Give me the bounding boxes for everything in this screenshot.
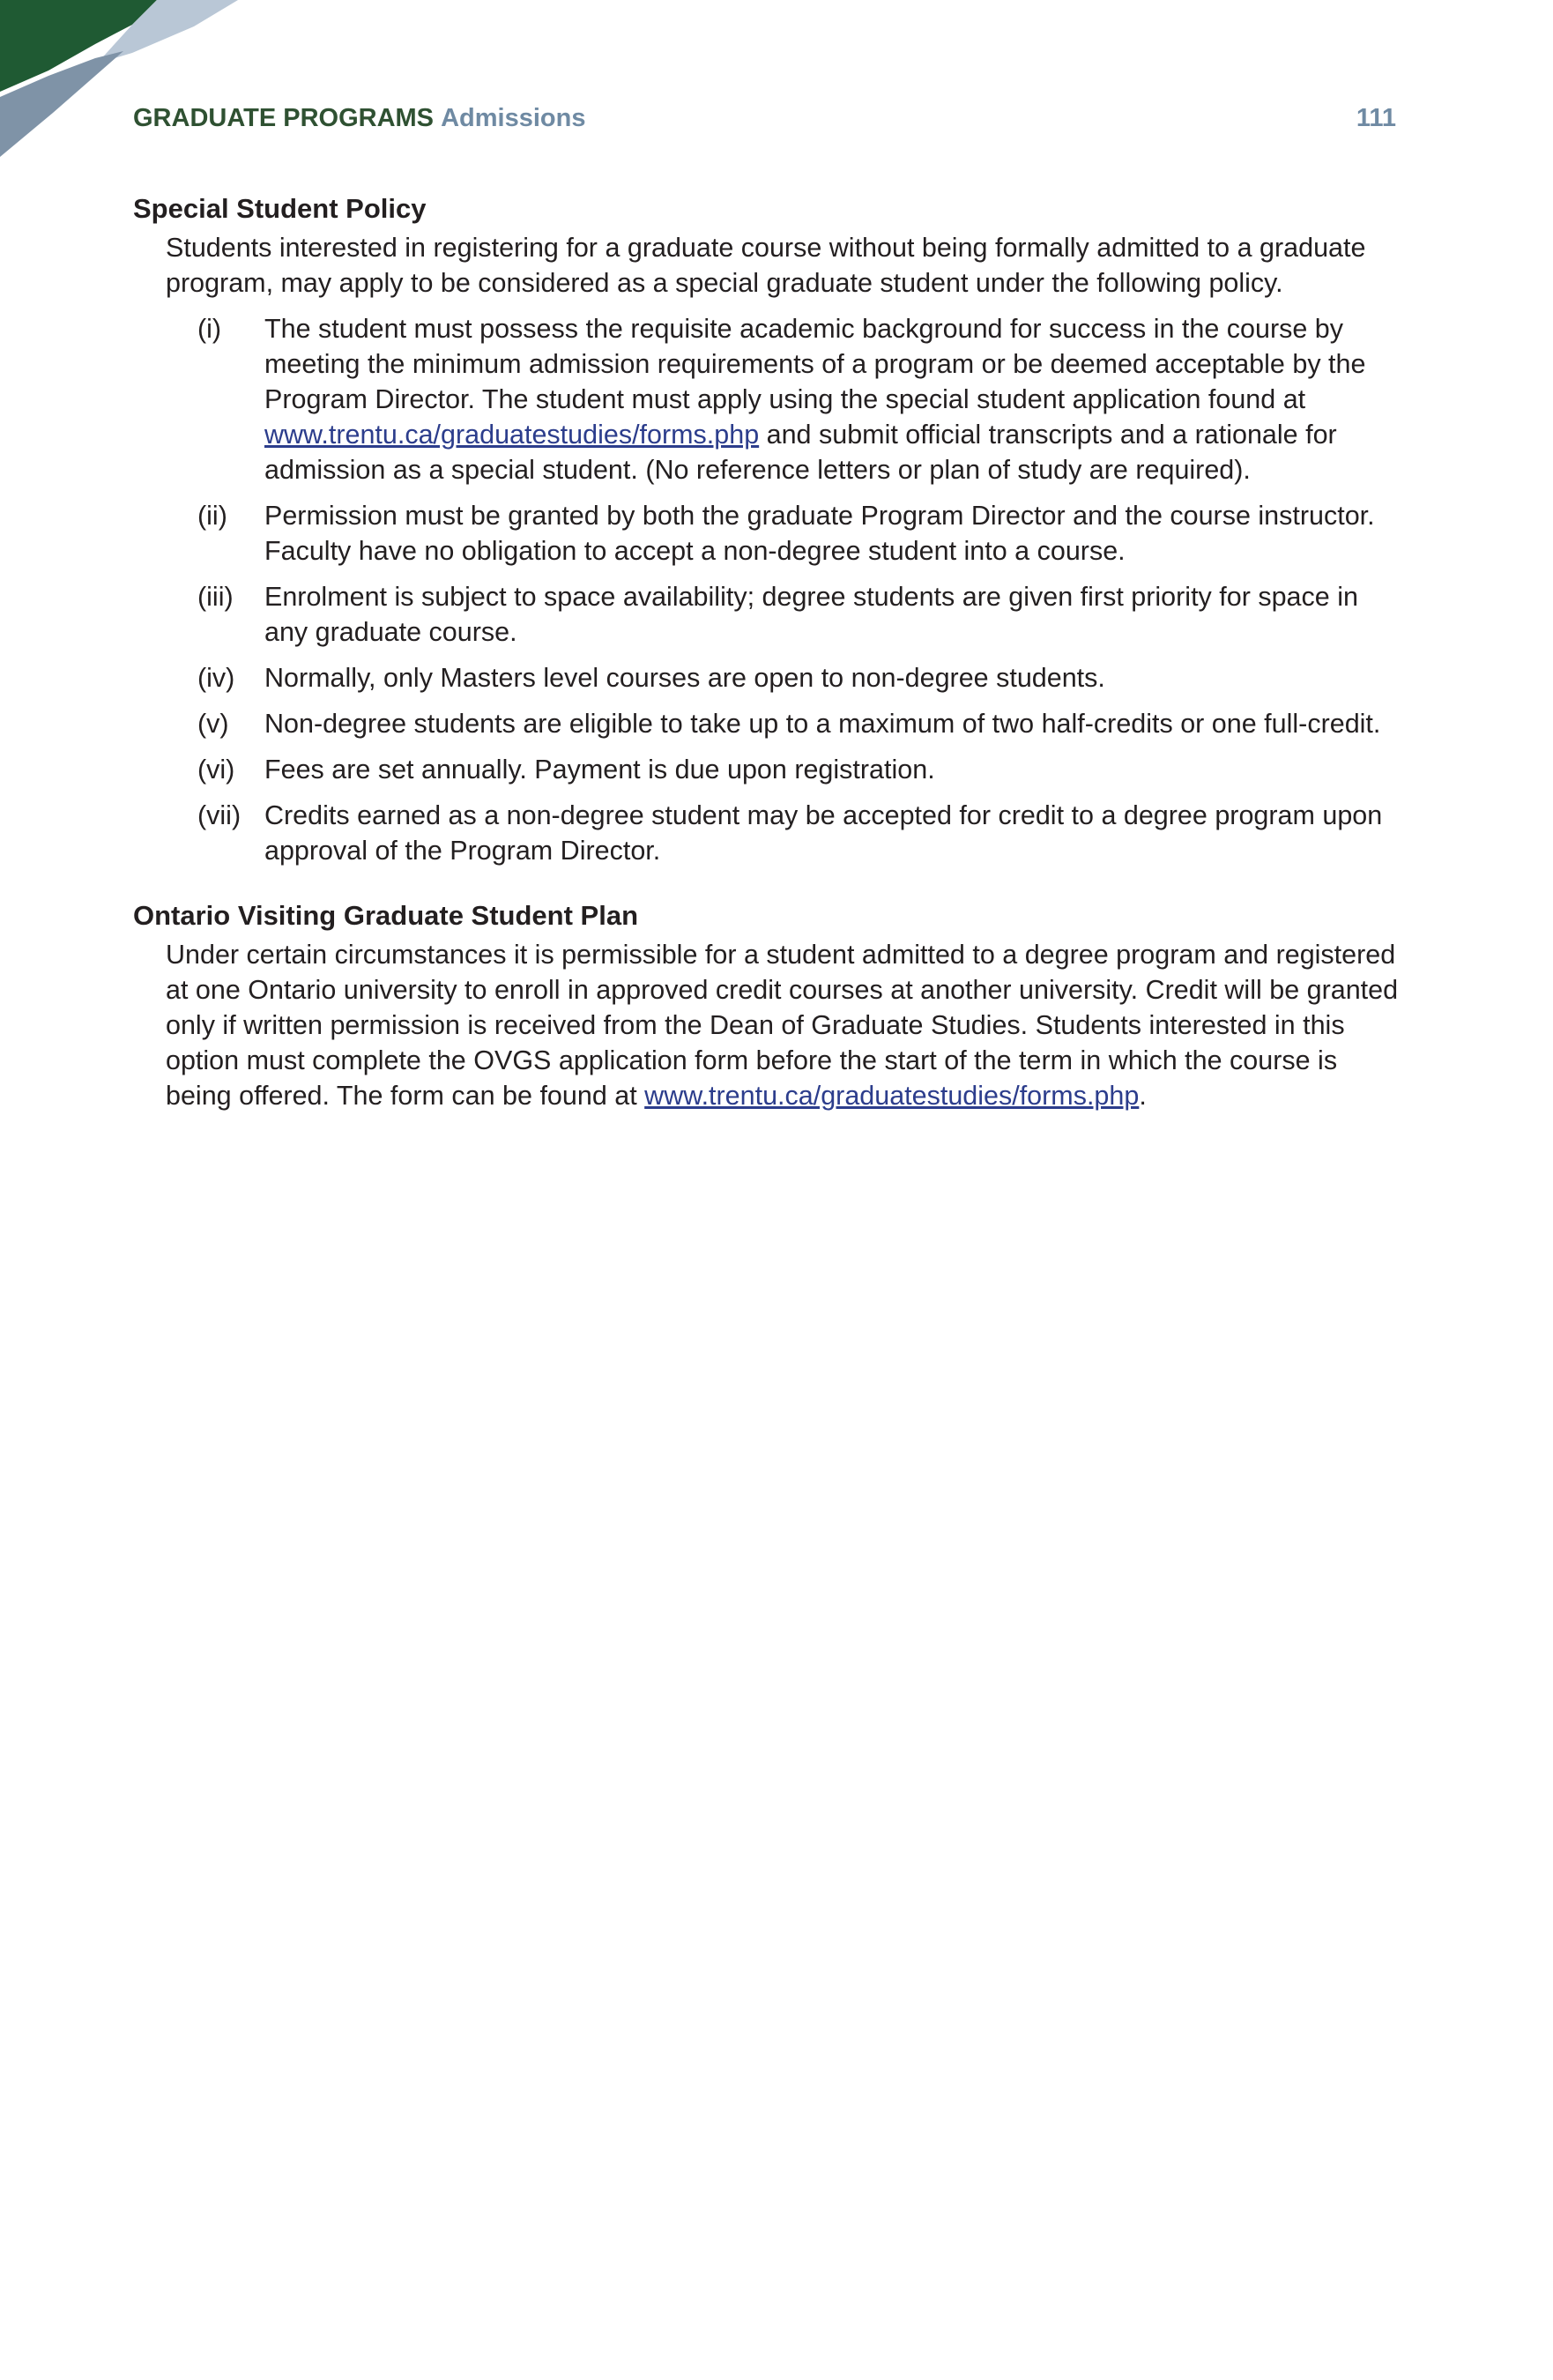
policy-item-text: Fees are set annually. Payment is due upon registration.	[264, 755, 935, 785]
ovgs-forms-link[interactable]: www.trentu.ca/graduatestudies/forms.php	[644, 1081, 1140, 1111]
special-student-policy-section	[133, 190, 1420, 868]
header-subsection: Admissions	[441, 104, 586, 132]
policy-item-marker: (iii)	[197, 582, 234, 612]
ovgs-text-end: .	[1139, 1081, 1147, 1111]
forms-link[interactable]: www.trentu.ca/graduatestudies/forms.php	[264, 420, 760, 450]
policy-item-marker: (v)	[197, 709, 229, 739]
policy-item-text: Normally, only Masters level courses are open to non-degree students.	[264, 663, 1105, 693]
special-student-policy-heading: Special Student Policy	[133, 193, 427, 224]
policy-item-text: Non-degree students are eligible to take up to a maximum of two half-credits or one full-credit.	[264, 709, 1381, 739]
policy-item-text-continued: and submit official transcripts and a rationale for admission as a special student. (No reference letters or plan of study are required).	[264, 420, 1337, 485]
policy-item-marker: (ii)	[197, 501, 227, 531]
policy-item-text: The student must possess the requisite academic background for success in the course by meeting the minimum admission requirements of a program or be deemed acceptable by the Program Director. The student must apply using the special student application found at	[264, 314, 1366, 414]
header-section: GRADUATE PROGRAMS	[133, 104, 435, 132]
policy-item-text: Credits earned as a non-degree student may be accepted for credit to a degree program upon approval of the Program Director.	[264, 800, 1383, 866]
corner-decoration	[0, 0, 264, 167]
policy-item	[197, 752, 1396, 787]
policy-item	[197, 311, 1396, 487]
ovgs-text: Under certain circumstances it is permissible for a student admitted to a degree program and registered at one Ontario university to enroll in approved credit courses at another university. Credit will be granted only if written permission is received from the Dean of Graduate Studies. Students interested in this option must complete the OVGS application form before the start of the term in which the course is being offered. The form can be found at	[166, 940, 1399, 1111]
special-student-policy-intro: Students interested in registering for a graduate course without being formally admitted to a graduate program, may apply to be considered as a special graduate student under the following policy.	[166, 233, 1366, 298]
ovgs-heading: Ontario Visiting Graduate Student Plan	[133, 900, 639, 931]
policy-item-marker: (i)	[197, 314, 222, 344]
policy-item	[197, 798, 1396, 868]
page-number: 111	[1356, 104, 1396, 132]
policy-item-marker: (vii)	[197, 800, 241, 830]
ovgs-section	[133, 896, 1420, 1113]
policy-item	[197, 706, 1396, 741]
policy-item-marker: (iv)	[197, 663, 235, 693]
policy-item-marker: (vi)	[197, 755, 235, 785]
policy-item	[197, 579, 1396, 650]
policy-item-text: Enrolment is subject to space availability; degree students are given first priority for space in any graduate course.	[264, 582, 1358, 647]
policy-item-text: Permission must be granted by both the graduate Program Director and the course instructor. Faculty have no obligation to accept a non-degree student into a course.	[264, 501, 1375, 566]
policy-item	[197, 498, 1396, 569]
policy-list	[197, 311, 1396, 868]
policy-item	[197, 660, 1396, 695]
page-content	[133, 190, 1420, 1113]
running-header	[133, 100, 1396, 136]
ovgs-paragraph	[166, 937, 1400, 1113]
